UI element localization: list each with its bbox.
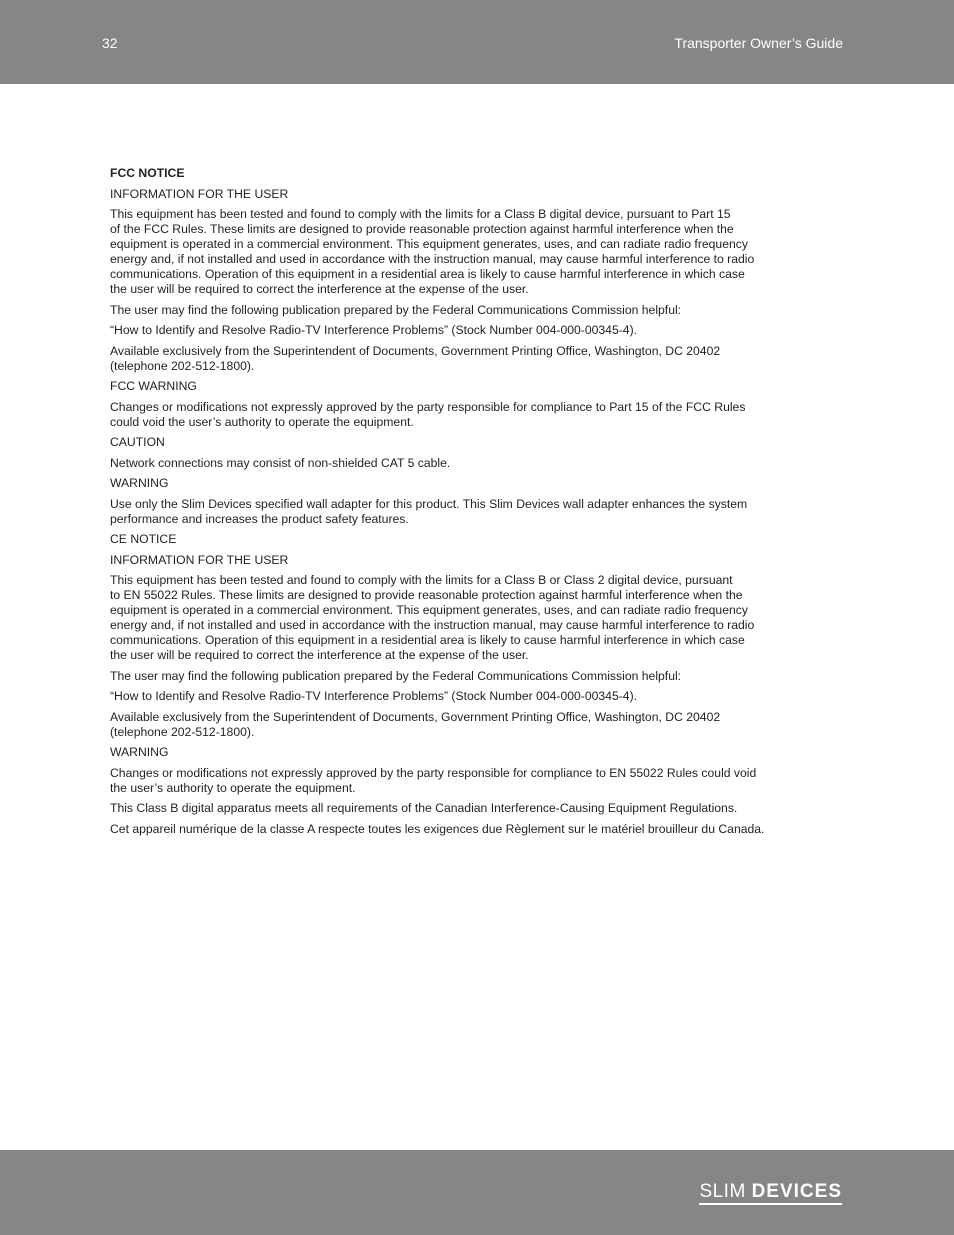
paragraph: FCC WARNING	[110, 379, 197, 393]
paragraph: Available exclusively from the Superintendent of Documents, Government Printing Office, Washington, DC 20402 (telephone 202-512-1800).	[110, 343, 721, 373]
paragraph: Cet appareil numérique de la classe A respecte toutes les exigences due Règlement sur le matériel brouilleur du Canada.	[110, 821, 765, 836]
logo-underline	[699, 1203, 842, 1205]
paragraph: INFORMATION FOR THE USER	[110, 186, 289, 201]
paragraph: This equipment has been tested and found to comply with the limits for a Class B or Class 2 digital device, pursuant to EN 55022 Rules. These limits are designed to provide reasonable protection against harmful interference when the equipment is operated in a commercial environment. This equipment generates, uses, and can radiate radio frequency energy and, if not installed and used in accordance with the instruction manual, may cause harmful interference to radio communications. Operation of this equipment in a residential area is likely to cause harmful interference in which case the user will be required to correct the interference at the expense of the user.	[110, 573, 755, 662]
paragraph: Network connections may consist of non-shielded CAT 5 cable.	[110, 455, 451, 470]
paragraph: This Class B digital apparatus meets all requirements of the Canadian Interference-Causing Equipment Regulations.	[110, 801, 738, 815]
paragraph: WARNING	[110, 476, 169, 490]
paragraph: CAUTION	[110, 435, 165, 449]
paragraph: Available exclusively from the Superintendent of Documents, Government Printing Office, Washington, DC 20402 (telephone 202-512-1800).	[110, 709, 721, 739]
guide-title: Transporter Owner’s Guide	[674, 35, 843, 51]
logo-text-slim: SLIM	[699, 1181, 746, 1202]
logo-text-devices: DEVICES	[751, 1181, 842, 1202]
paragraph: Changes or modifications not expressly approved by the party responsible for compliance to EN 55022 Rules could void the user’s authority to operate the equipment.	[110, 765, 757, 795]
paragraph: The user may find the following publication prepared by the Federal Communications Commission helpful:	[110, 668, 682, 683]
slim-devices-logo	[699, 1182, 842, 1202]
paragraph: CE NOTICE	[110, 532, 177, 546]
paragraph: INFORMATION FOR THE USER	[110, 552, 289, 567]
paragraph: This equipment has been tested and found to comply with the limits for a Class B digital device, pursuant to Part 15 of the FCC Rules. These limits are designed to provide reasonable protection against harmful interference when the equipment is operated in a commercial environment. This equipment generates, uses, and can radiate radio frequency energy and, if not installed and used in accordance with the instruction manual, may cause harmful interference to radio communications. Operation of this equipment in a residential area is likely to cause harmful interference in which case the user will be required to correct the interference at the expense of the user.	[110, 207, 755, 296]
page-header	[0, 0, 954, 84]
paragraph: “How to Identify and Resolve Radio-TV Interference Problems” (Stock Number 004-000-00345-4).	[110, 689, 638, 703]
paragraph: WARNING	[110, 745, 169, 759]
paragraph: “How to Identify and Resolve Radio-TV Interference Problems” (Stock Number 004-000-00345-4).	[110, 323, 638, 337]
paragraph: Use only the Slim Devices specified wall adapter for this product. This Slim Devices wall adapter enhances the system performance and increases the product safety features.	[110, 496, 748, 526]
paragraph: The user may find the following publication prepared by the Federal Communications Commission helpful:	[110, 302, 682, 317]
section-heading: FCC NOTICE	[110, 166, 185, 180]
notice-content	[110, 166, 842, 842]
page-number: 32	[102, 35, 118, 51]
page-footer	[0, 1150, 954, 1235]
paragraph: Changes or modifications not expressly approved by the party responsible for compliance to Part 15 of the FCC Rules could void the user’s authority to operate the equipment.	[110, 399, 746, 429]
